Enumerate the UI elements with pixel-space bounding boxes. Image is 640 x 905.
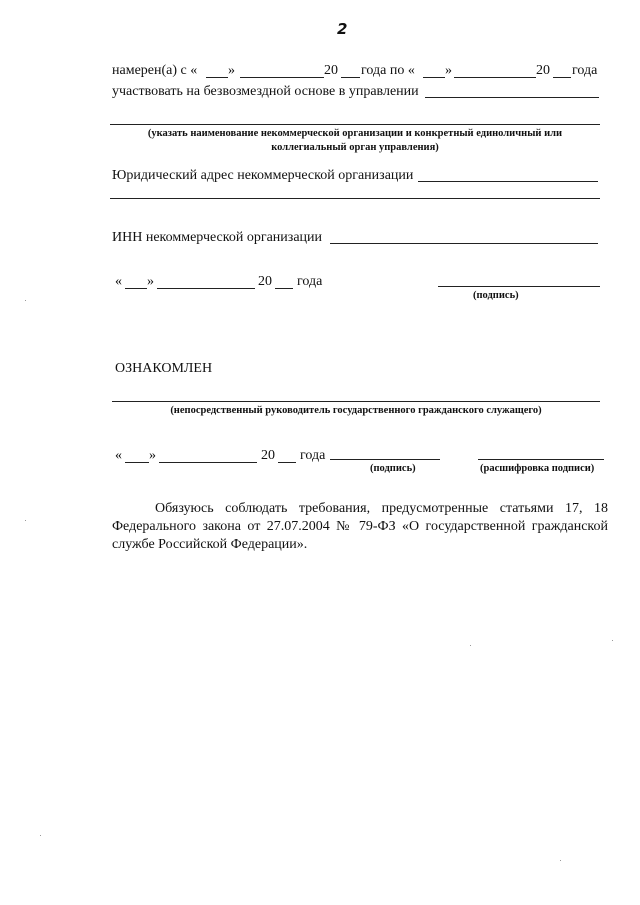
scan-speck [25,300,26,301]
participate-text: участвовать на безвозмездной основе в управлении [112,84,419,99]
start-month-blank[interactable] [240,77,324,78]
scan-speck [40,835,41,836]
date1-month-blank[interactable] [157,288,255,289]
date1-year-word: года [297,274,323,289]
end-month-blank[interactable] [454,77,536,78]
org-hint-line1: (указать наименование некоммерческой организации и конкретный единоличный или [147,128,563,139]
intent-close-quote: » [228,63,235,78]
inn-blank[interactable] [330,243,598,244]
acquainted-title: ОЗНАКОМЛЕН [115,361,213,376]
date2-close-quote: » [149,448,156,463]
decoding-hint: (расшифровка подписи) [480,463,595,474]
management-blank[interactable] [425,97,599,98]
org-name-blank[interactable] [110,124,600,125]
scan-speck [25,520,26,521]
org-hint-line2: коллегиальный орган управления) [271,142,439,153]
legal-address-label: Юридический адрес некоммерческой организации [112,168,414,183]
date1-close-quote: » [147,274,154,289]
scan-speck [470,645,471,646]
end-day-blank[interactable] [423,77,445,78]
signature-hint: (подпись) [473,290,519,301]
intent-close-quote-2: » [445,63,452,78]
page-number: 2 [337,20,348,38]
scan-speck [612,640,613,641]
supervisor-hint: (непосредственный руководитель государственного гражданского служащего) [170,405,542,416]
intent-year-prefix: 20 [324,63,338,78]
intent-year-prefix-2: 20 [536,63,550,78]
start-day-blank[interactable] [206,77,228,78]
date2-open-quote: « [115,448,122,463]
date2-month-blank[interactable] [159,462,257,463]
signature-blank[interactable] [438,286,600,287]
intent-to-label: года по « [361,63,415,78]
date1-year-prefix: 20 [258,274,272,289]
obligation-paragraph: Обязуюсь соблюдать требования, предусмотренные статьями 17, 18 Федерального закона от 27.07.2004 № 79-ФЗ «О государственной гражданской службе Российской Федерации». [112,501,608,552]
intent-year-word: года [572,63,598,78]
end-year-blank[interactable] [553,77,571,78]
inn-label: ИНН некоммерческой организации [112,230,323,245]
decoding-blank[interactable] [478,459,604,460]
supervisor-blank[interactable] [112,401,600,402]
signature2-hint: (подпись) [370,463,416,474]
legal-address-blank[interactable] [418,181,598,182]
legal-address-blank-2[interactable] [110,198,600,199]
date1-day-blank[interactable] [125,288,147,289]
date1-year-blank[interactable] [275,288,293,289]
date2-year-prefix: 20 [261,448,275,463]
start-year-blank[interactable] [341,77,360,78]
signature2-blank[interactable] [330,459,440,460]
date2-year-word: года [300,448,326,463]
date2-year-blank[interactable] [278,462,296,463]
scan-speck [560,860,561,861]
intent-prefix: намерен(а) с « [112,63,198,78]
date2-day-blank[interactable] [125,462,149,463]
date1-open-quote: « [115,274,122,289]
